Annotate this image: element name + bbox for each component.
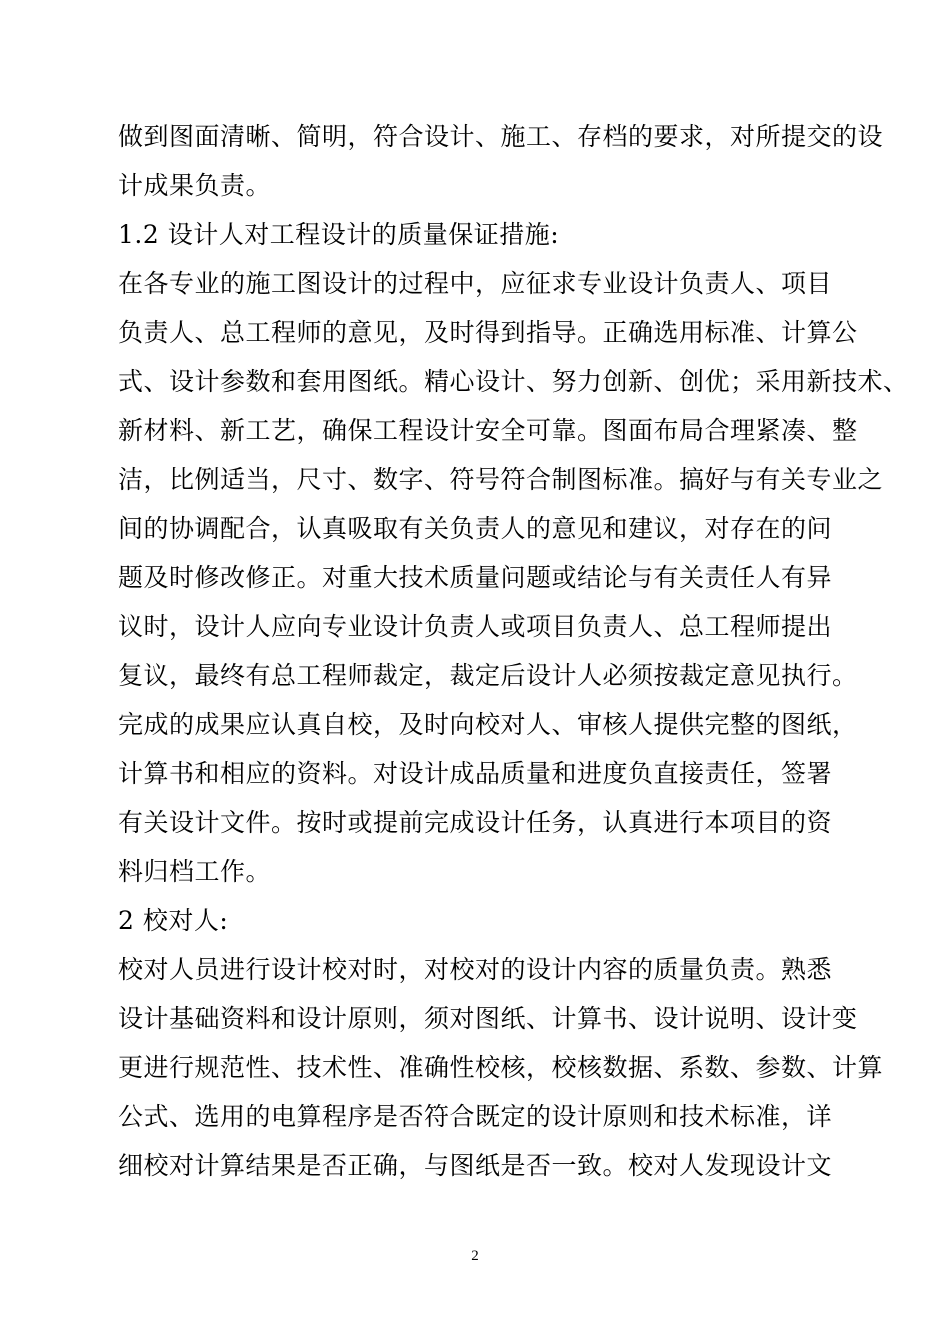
text-line: 细校对计算结果是否正确，与图纸是否一致。校对人发现设计文 [118, 1151, 833, 1180]
text-line: 负责人、总工程师的意见，及时得到指导。正确选用标准、计算公 [118, 318, 858, 347]
text-line: 做到图面清晰、简明，符合设计、施工、存档的要求，对所提交的设 [118, 122, 884, 151]
section-heading: 2 校对人: [118, 906, 229, 935]
text-line: 题及时修改修正。对重大技术质量问题或结论与有关责任人有异 [118, 563, 833, 592]
text-line: 有关设计文件。按时或提前完成设计任务，认真进行本项目的资 [118, 808, 833, 837]
page-number: 2 [471, 1248, 479, 1264]
text-line: 议时，设计人应向专业设计负责人或项目负责人、总工程师提出 [118, 612, 833, 641]
text-line: 公式、选用的电算程序是否符合既定的设计原则和技术标准，详 [118, 1102, 833, 1131]
text-line: 计算书和相应的资料。对设计成品质量和进度负直接责任，签署 [118, 759, 833, 788]
text-line: 洁，比例适当，尺寸、数字、符号符合制图标准。搞好与有关专业之 [118, 465, 884, 494]
text-line: 间的协调配合，认真吸取有关负责人的意见和建议，对存在的问 [118, 514, 833, 543]
text-line: 料归档工作。 [118, 857, 272, 886]
text-line: 新材料、新工艺，确保工程设计安全可靠。图面布局合理紧凑、整 [118, 416, 858, 445]
text-line: 在各专业的施工图设计的过程中，应征求专业设计负责人、项目 [118, 269, 833, 298]
text-line: 设计基础资料和设计原则，须对图纸、计算书、设计说明、设计变 [118, 1004, 858, 1033]
text-line: 更进行规范性、技术性、准确性校核，校核数据、系数、参数、计算 [118, 1053, 884, 1082]
text-line: 计成果负责。 [118, 171, 272, 200]
text-line: 式、设计参数和套用图纸。精心设计、努力创新、创优；采用新技术、 [118, 367, 909, 396]
text-line: 完成的成果应认真自校，及时向校对人、审核人提供完整的图纸， [118, 710, 858, 739]
body-text [118, 112, 909, 1190]
section-heading: 1.2 设计人对工程设计的质量保证措施: [118, 220, 560, 249]
text-line: 复议，最终有总工程师裁定，裁定后设计人必须按裁定意见执行。 [118, 661, 858, 690]
text-line: 校对人员进行设计校对时，对校对的设计内容的质量负责。熟悉 [118, 955, 833, 984]
